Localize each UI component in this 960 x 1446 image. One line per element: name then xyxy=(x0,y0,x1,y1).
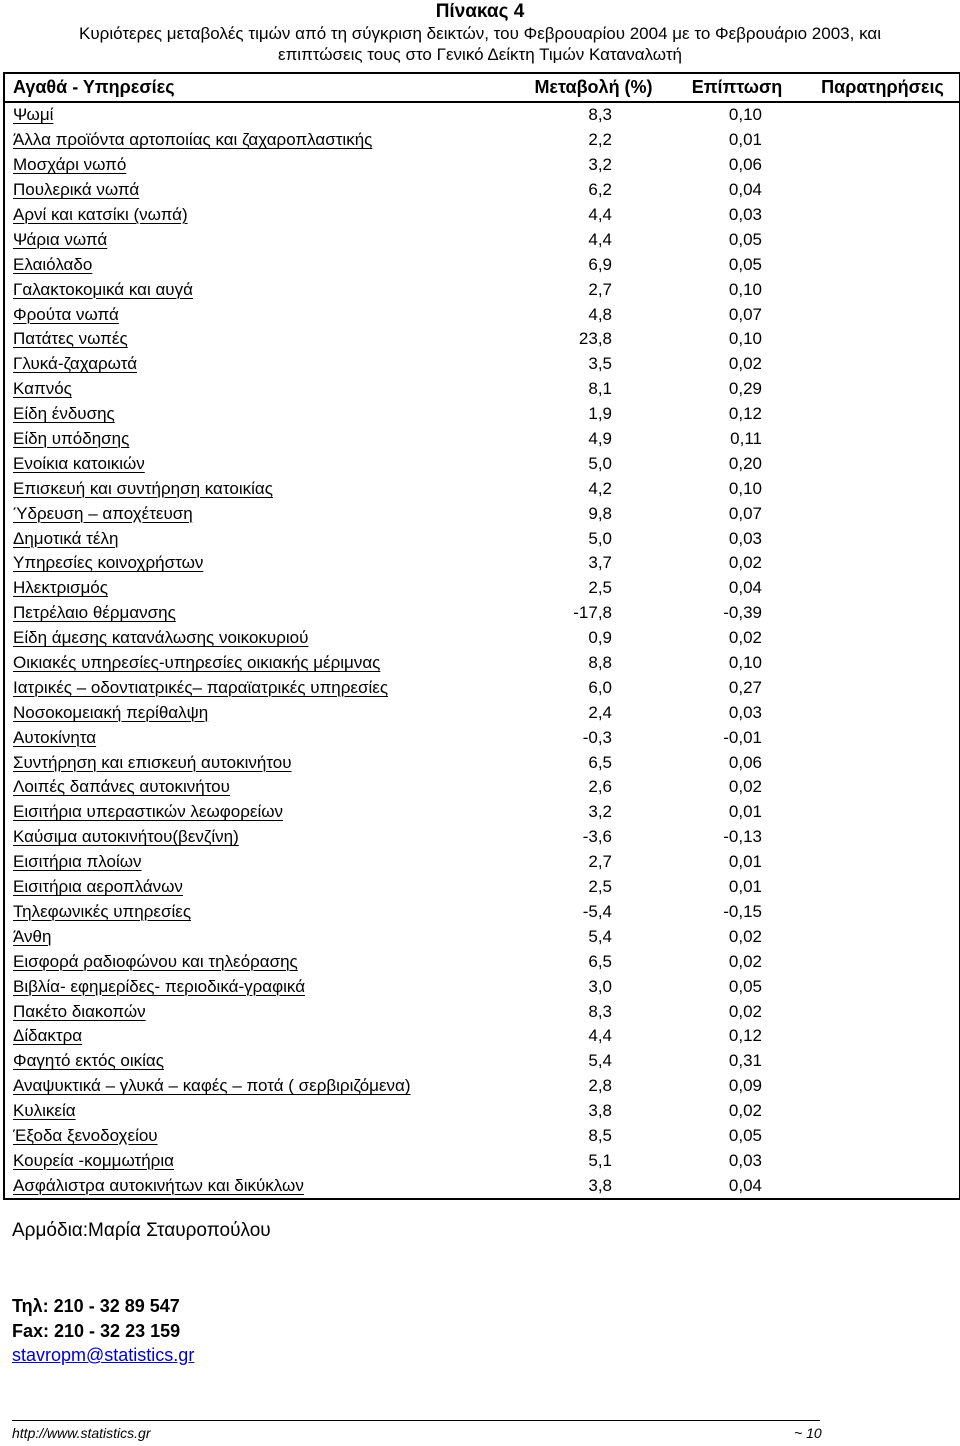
table-row xyxy=(4,227,960,252)
author-contact: Αρμόδια:Μαρία Σταυροπούλου xyxy=(12,1220,271,1241)
row-impact-value: 0,05 xyxy=(728,229,762,249)
row-remarks xyxy=(806,974,960,999)
row-change-value: 4,4 xyxy=(588,229,612,249)
row-change-value: 4,4 xyxy=(588,205,612,224)
table-row xyxy=(4,1049,960,1074)
table-row xyxy=(4,1074,960,1099)
row-remarks xyxy=(806,700,960,725)
row-impact-value: 0,01 xyxy=(728,877,762,897)
table-row xyxy=(4,252,960,277)
row-item-name: Έξοδα ξενοδοχείου xyxy=(4,1124,519,1149)
row-impact-value: -0,01 xyxy=(723,727,762,747)
row-impact-value: 0,10 xyxy=(728,329,762,349)
row-change-value: 3,2 xyxy=(588,155,612,175)
row-impact-value: 0,09 xyxy=(728,1076,762,1096)
row-impact-value: 0,04 xyxy=(668,1173,806,1199)
row-impact-value: 0,02 xyxy=(728,354,762,374)
row-change-value: 1,9 xyxy=(588,404,612,424)
row-remarks xyxy=(806,1099,960,1124)
row-remarks xyxy=(806,1074,960,1099)
table-row xyxy=(4,875,960,900)
row-change-value: -17,8 xyxy=(573,603,612,623)
row-impact-value: 0,04 xyxy=(728,578,762,598)
row-item-name: Δίδακτρα xyxy=(4,1024,519,1049)
row-change-value: 2,8 xyxy=(588,1076,612,1096)
row-change-value: 4,4 xyxy=(588,1026,612,1046)
page-subtitle-line1: Κυριότερες μεταβολές τιμών από τη σύγκριση δεικτών, του Φεβρουαρίου 2004 με το Φεβρουάριο 2003, και xyxy=(79,24,881,43)
row-remarks xyxy=(806,277,960,302)
row-item-name: Τηλεφωνικές υπηρεσίες xyxy=(4,900,519,925)
row-item-name: Ψάρια νωπά xyxy=(4,227,519,252)
row-change-value: 5,0 xyxy=(588,528,612,548)
title-block xyxy=(0,0,960,65)
row-remarks xyxy=(806,924,960,949)
table-row xyxy=(4,974,960,999)
table-row xyxy=(4,750,960,775)
row-impact-value: 0,05 xyxy=(728,976,762,996)
row-change-value: 2,7 xyxy=(588,279,612,299)
row-impact-value: 0,03 xyxy=(728,205,762,224)
row-remarks xyxy=(806,949,960,974)
row-remarks xyxy=(806,476,960,501)
row-impact-value: 0,29 xyxy=(728,379,762,399)
row-change-value: 5,1 xyxy=(588,1150,612,1170)
table-row xyxy=(4,1099,960,1124)
footer-url[interactable]: http://www.statistics.gr xyxy=(12,1425,151,1441)
row-item-name: Οικιακές υπηρεσίες-υπηρεσίες οικιακής μέριμνας xyxy=(4,651,519,676)
email-link[interactable]: stavropm@statistics.gr xyxy=(12,1345,195,1365)
row-item-name: Είδη ένδυσης xyxy=(4,402,519,427)
row-remarks xyxy=(806,651,960,676)
row-item-name: Υπηρεσίες κοινοχρήστων xyxy=(4,551,519,576)
row-item-name: Φαγητό εκτός οικίας xyxy=(4,1049,519,1074)
row-change-value: 8,3 xyxy=(588,1001,612,1021)
row-item-name: Εισιτήρια υπεραστικών λεωφορείων xyxy=(4,800,519,825)
table-row xyxy=(4,277,960,302)
row-impact-value: 0,02 xyxy=(728,553,762,573)
row-change-value: 6,2 xyxy=(588,180,612,200)
row-change-value: 4,2 xyxy=(588,478,612,498)
row-item-name: Κυλικεία xyxy=(4,1099,519,1124)
row-remarks xyxy=(806,128,960,153)
row-item-name: Πακέτο διακοπών xyxy=(4,999,519,1024)
header-remarks: Παρατηρήσεις xyxy=(806,73,960,102)
row-change-value: 3,0 xyxy=(588,976,612,996)
row-remarks xyxy=(806,203,960,228)
row-change-value: 3,2 xyxy=(588,802,612,822)
row-item-name: Επισκευή και συντήρηση κατοικίας xyxy=(4,476,519,501)
table-row xyxy=(4,327,960,352)
table-row xyxy=(4,476,960,501)
table-row xyxy=(4,377,960,402)
row-remarks xyxy=(806,501,960,526)
price-changes-table xyxy=(3,72,960,1200)
table-row xyxy=(4,924,960,949)
row-remarks xyxy=(806,775,960,800)
row-item-name: Βιβλία- εφημερίδες- περιοδικά-γραφικά xyxy=(4,974,519,999)
row-change-value: 2,5 xyxy=(588,578,612,598)
row-change-value: 5,0 xyxy=(588,453,612,473)
row-remarks xyxy=(806,1124,960,1149)
row-impact-value: 0,04 xyxy=(728,180,762,200)
row-change-value: 9,8 xyxy=(588,503,612,523)
row-change-value: -5,4 xyxy=(582,901,612,921)
row-impact-value: 0,06 xyxy=(728,752,762,772)
row-impact-value: 0,01 xyxy=(728,852,762,872)
table-row xyxy=(4,850,960,875)
row-impact-value: 0,20 xyxy=(728,453,762,473)
header-change-percent: Μεταβολή (%) xyxy=(519,73,668,102)
row-remarks xyxy=(806,302,960,327)
row-item-name: Εισιτήρια αεροπλάνων xyxy=(4,875,519,900)
row-item-name: Ψωμί xyxy=(4,102,519,128)
row-remarks xyxy=(806,576,960,601)
row-item-name: Ελαιόλαδο xyxy=(4,252,519,277)
row-impact-value: 0,12 xyxy=(728,1026,762,1046)
row-impact-value: 0,31 xyxy=(728,1051,762,1071)
table-row xyxy=(4,526,960,551)
row-item-name: Αναψυκτικά – γλυκά – καφές – ποτά ( σερβιριζόμενα) xyxy=(4,1074,519,1099)
fax-number: Fax: 210 - 32 23 159 xyxy=(12,1321,181,1341)
row-item-name: Άλλα προϊόντα αρτοποιίας και ζαχαροπλαστικής xyxy=(4,128,519,153)
table-row xyxy=(4,601,960,626)
row-remarks xyxy=(806,750,960,775)
row-remarks xyxy=(806,1173,960,1199)
row-remarks xyxy=(806,102,960,128)
table-row xyxy=(4,551,960,576)
table-row xyxy=(4,576,960,601)
row-item-name: Ύδρευση – αποχέτευση xyxy=(4,501,519,526)
row-impact-value: 0,02 xyxy=(728,926,762,946)
row-impact-value: 0,07 xyxy=(728,304,762,324)
row-impact-value: 0,03 xyxy=(728,1150,762,1170)
table-row xyxy=(4,352,960,377)
table-row xyxy=(4,102,960,128)
row-impact-value: 0,05 xyxy=(728,254,762,274)
table-row xyxy=(4,999,960,1024)
row-item-name: Καύσιμα αυτοκινήτου(βενζίνη) xyxy=(4,825,519,850)
row-change-value: 4,8 xyxy=(588,304,612,324)
row-change-value: 2,2 xyxy=(588,130,612,150)
row-impact-value: 0,10 xyxy=(728,105,762,125)
table-row xyxy=(4,651,960,676)
table-row xyxy=(4,1173,960,1199)
row-remarks xyxy=(806,626,960,651)
row-item-name: Μοσχάρι νωπό xyxy=(4,153,519,178)
table-row xyxy=(4,800,960,825)
row-impact-value: 0,02 xyxy=(728,1101,762,1121)
row-item-name: Νοσοκομειακή περίθαλψη xyxy=(4,700,519,725)
row-remarks xyxy=(806,352,960,377)
row-impact-value: 0,10 xyxy=(728,478,762,498)
row-item-name: Εισιτήρια πλοίων xyxy=(4,850,519,875)
row-item-name: Πατάτες νωπές xyxy=(4,327,519,352)
row-impact-value: 0,01 xyxy=(728,802,762,822)
row-impact-value: 0,27 xyxy=(728,677,762,697)
row-remarks xyxy=(806,800,960,825)
row-change-value: 3,5 xyxy=(588,354,612,374)
row-change-value: 6,0 xyxy=(588,677,612,697)
row-impact-value: 0,10 xyxy=(728,279,762,299)
row-remarks xyxy=(806,850,960,875)
row-item-name: Είδη άμεσης κατανάλωσης νοικοκυριού xyxy=(4,626,519,651)
row-change-value: 2,6 xyxy=(588,777,612,797)
row-item-name: Συντήρηση και επισκευή αυτοκινήτου xyxy=(4,750,519,775)
footer-divider xyxy=(12,1420,820,1421)
row-impact-value: 0,02 xyxy=(728,628,762,648)
row-item-name: Ασφάλιστρα αυτοκινήτων και δικύκλων xyxy=(4,1173,519,1199)
row-impact-value: 0,12 xyxy=(728,404,762,424)
row-change-value: 6,5 xyxy=(588,951,612,971)
table-header-row xyxy=(4,73,960,102)
row-item-name: Ηλεκτρισμός xyxy=(4,576,519,601)
row-change-value: 3,8 xyxy=(588,1101,612,1121)
row-remarks xyxy=(806,402,960,427)
row-item-name: Γαλακτοκομικά και αυγά xyxy=(4,277,519,302)
row-impact-value: 0,02 xyxy=(728,777,762,797)
table-row xyxy=(4,1024,960,1049)
row-remarks xyxy=(806,999,960,1024)
row-remarks xyxy=(806,1148,960,1173)
row-change-value: 5,4 xyxy=(588,926,612,946)
table-row xyxy=(4,203,960,228)
row-change-value: 8,8 xyxy=(588,653,612,673)
row-item-name: Δημοτικά τέλη xyxy=(4,526,519,551)
row-item-name: Κουρεία -κομμωτήρια xyxy=(4,1148,519,1173)
header-impact: Επίπτωση xyxy=(668,73,806,102)
page-title: Πίνακας 4 xyxy=(435,1,525,22)
row-remarks xyxy=(806,526,960,551)
row-remarks xyxy=(806,675,960,700)
row-item-name: Λοιπές δαπάνες αυτοκινήτου xyxy=(4,775,519,800)
table-row xyxy=(4,626,960,651)
table-row xyxy=(4,775,960,800)
table-row xyxy=(4,178,960,203)
table-row xyxy=(4,302,960,327)
table-row xyxy=(4,900,960,925)
contact-block xyxy=(12,1294,180,1344)
phone-number: Τηλ: 210 - 32 89 547 xyxy=(12,1296,180,1316)
row-impact-value: 0,05 xyxy=(728,1125,762,1145)
row-impact-value: 0,01 xyxy=(728,130,762,150)
table-row xyxy=(4,1124,960,1149)
row-impact-value: 0,06 xyxy=(728,155,762,175)
table-row xyxy=(4,501,960,526)
row-change-value: -0,3 xyxy=(582,727,612,747)
row-remarks xyxy=(806,227,960,252)
table-row xyxy=(4,128,960,153)
table-row xyxy=(4,427,960,452)
row-remarks xyxy=(806,551,960,576)
price-changes-table-container xyxy=(3,72,959,1200)
row-change-value: -3,6 xyxy=(582,827,612,847)
row-item-name: Ενοίκια κατοικιών xyxy=(4,451,519,476)
row-change-value: 8,5 xyxy=(588,1125,612,1145)
row-remarks xyxy=(806,451,960,476)
row-remarks xyxy=(806,725,960,750)
table-row xyxy=(4,402,960,427)
table-row xyxy=(4,451,960,476)
row-change-value: 8,3 xyxy=(588,105,612,125)
row-remarks xyxy=(806,178,960,203)
row-item-name: Καπνός xyxy=(4,377,519,402)
row-change-value: 3,8 xyxy=(519,1173,668,1199)
header-goods-services: Αγαθά - Υπηρεσίες xyxy=(4,73,519,102)
row-change-value: 2,5 xyxy=(588,877,612,897)
row-change-value: 6,9 xyxy=(588,254,612,274)
row-remarks xyxy=(806,153,960,178)
table-row xyxy=(4,675,960,700)
row-remarks xyxy=(806,377,960,402)
row-impact-value: -0,39 xyxy=(723,603,762,623)
footer-page-number: ~ 10 xyxy=(794,1425,822,1441)
row-change-value: 2,7 xyxy=(588,852,612,872)
table-row xyxy=(4,153,960,178)
table-row xyxy=(4,1148,960,1173)
row-impact-value: 0,07 xyxy=(728,503,762,523)
row-remarks xyxy=(806,875,960,900)
row-item-name: Αρνί και κατσίκι (νωπά) xyxy=(4,203,519,228)
row-item-name: Φρούτα νωπά xyxy=(4,302,519,327)
row-impact-value: 0,03 xyxy=(728,702,762,722)
row-impact-value: 0,03 xyxy=(728,528,762,548)
row-item-name: Πουλερικά νωπά xyxy=(4,178,519,203)
table-body xyxy=(4,102,960,1199)
row-item-name: Εισφορά ραδιοφώνου και τηλεόρασης xyxy=(4,949,519,974)
row-change-value: 2,4 xyxy=(588,702,612,722)
page-subtitle-line2: επιπτώσεις τους στο Γενικό Δείκτη Τιμών Καταναλωτή xyxy=(277,45,682,64)
table-row xyxy=(4,700,960,725)
row-impact-value: 0,02 xyxy=(728,951,762,971)
row-item-name: Άνθη xyxy=(4,924,519,949)
row-impact-value: 0,11 xyxy=(730,429,762,449)
row-item-name: Είδη υπόδησης xyxy=(4,427,519,452)
row-change-value: 6,5 xyxy=(588,752,612,772)
row-impact-value: 0,02 xyxy=(728,1001,762,1021)
table-row xyxy=(4,725,960,750)
row-change-value: 4,9 xyxy=(588,429,612,449)
table-row xyxy=(4,825,960,850)
row-item-name: Ιατρικές – οδοντιατρικές– παραϊατρικές υπηρεσίες xyxy=(4,675,519,700)
row-item-name: Γλυκά-ζαχαρωτά xyxy=(4,352,519,377)
row-remarks xyxy=(806,900,960,925)
row-impact-value: 0,10 xyxy=(728,653,762,673)
row-remarks xyxy=(806,252,960,277)
table-row xyxy=(4,949,960,974)
row-change-value: 3,7 xyxy=(588,553,612,573)
row-remarks xyxy=(806,427,960,452)
row-impact-value: -0,13 xyxy=(723,827,762,847)
row-item-name: Πετρέλαιο θέρμανσης xyxy=(4,601,519,626)
row-remarks xyxy=(806,1024,960,1049)
row-change-value: 0,9 xyxy=(588,628,612,648)
row-remarks xyxy=(806,825,960,850)
row-remarks xyxy=(806,601,960,626)
row-change-value: 8,1 xyxy=(588,379,612,399)
row-change-value: 5,4 xyxy=(588,1051,612,1071)
row-remarks xyxy=(806,1049,960,1074)
row-change-value: 23,8 xyxy=(578,329,612,349)
row-item-name: Αυτοκίνητα xyxy=(4,725,519,750)
row-remarks xyxy=(806,327,960,352)
row-impact-value: -0,15 xyxy=(723,901,762,921)
